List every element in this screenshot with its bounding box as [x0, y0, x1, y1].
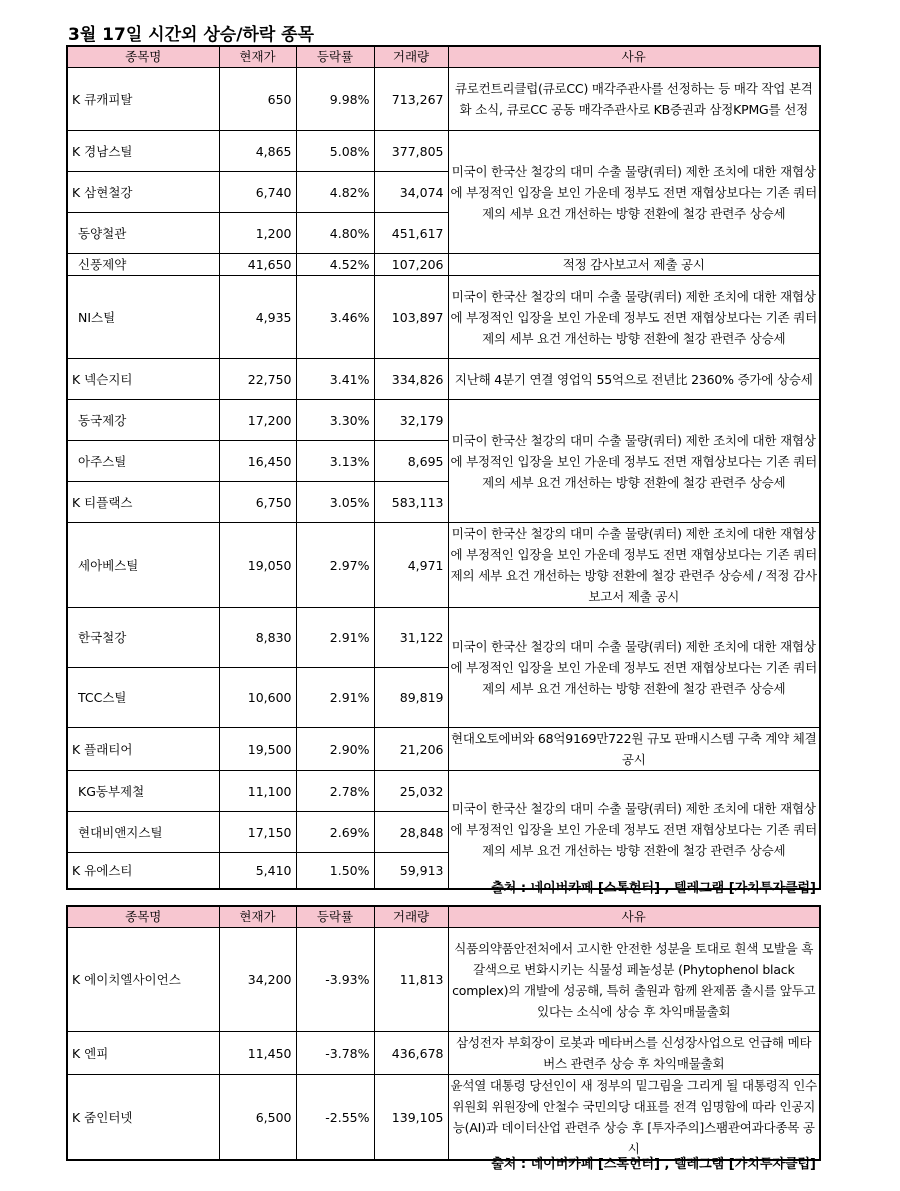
stock-change: 4.80%	[296, 213, 374, 254]
stock-price: 41,650	[219, 254, 296, 276]
stock-price: 650	[219, 68, 296, 131]
table-row	[67, 1032, 820, 1075]
stock-name: K 엔피	[67, 1032, 219, 1075]
stock-change: 9.98%	[296, 68, 374, 131]
table-row	[67, 254, 820, 276]
stock-change: 4.82%	[296, 172, 374, 213]
table-row	[67, 771, 820, 812]
stock-price: 5,410	[219, 853, 296, 889]
stock-reason: 식품의약품안전처에서 고시한 안전한 성분을 토대로 흰색 모발을 흑갈색으로 변화시키는 식물성 페놀성분 (Phytophenol black complex)의 개발에 성공해, 특허 출원과 함께 완제품 출시를 앞두고 있다는 소식에 상승 후 차익매물출회	[448, 928, 820, 1032]
stock-volume: 436,678	[374, 1032, 448, 1075]
stock-volume: 583,113	[374, 482, 448, 523]
stock-volume: 139,105	[374, 1075, 448, 1161]
table-row	[67, 523, 820, 608]
stock-volume: 377,805	[374, 131, 448, 172]
stock-volume: 31,122	[374, 608, 448, 668]
header-change: 등락률	[296, 906, 374, 928]
stock-volume: 89,819	[374, 668, 448, 728]
table-row	[67, 928, 820, 1032]
stock-name: K 유에스티	[67, 853, 219, 889]
stock-name: K 경남스틸	[67, 131, 219, 172]
table-row	[67, 131, 820, 172]
stock-volume: 25,032	[374, 771, 448, 812]
stock-change: -3.78%	[296, 1032, 374, 1075]
header-name: 종목명	[67, 906, 219, 928]
stock-reason: 미국이 한국산 철강의 대미 수출 물량(쿼터) 제한 조치에 대한 재협상에 부정적인 입장을 보인 가운데 정부도 전면 재협상보다는 기존 쿼터제의 세부 요건 개선하는 방향 전환에 철강 관련주 상승세	[448, 276, 820, 359]
stock-reason: 미국이 한국산 철강의 대미 수출 물량(쿼터) 제한 조치에 대한 재협상에 부정적인 입장을 보인 가운데 정부도 전면 재협상보다는 기존 쿼터제의 세부 요건 개선하는 방향 전환에 철강 관련주 상승세	[448, 608, 820, 728]
stock-change: 3.46%	[296, 276, 374, 359]
source-note: 출처 : 네이버카페 [스톡헌터] , 텔레그램 [가치투자클럽]	[491, 881, 816, 896]
stock-volume: 107,206	[374, 254, 448, 276]
stock-reason: 적정 감사보고서 제출 공시	[448, 254, 820, 276]
stock-name: K 에이치엘사이언스	[67, 928, 219, 1032]
stock-name: 동양철관	[67, 213, 219, 254]
stock-change: 2.97%	[296, 523, 374, 608]
header-reason: 사유	[448, 906, 820, 928]
stock-price: 6,740	[219, 172, 296, 213]
stock-change: 1.50%	[296, 853, 374, 889]
stock-price: 19,500	[219, 728, 296, 771]
stock-volume: 21,206	[374, 728, 448, 771]
stock-change: 2.90%	[296, 728, 374, 771]
stock-price: 19,050	[219, 523, 296, 608]
stock-reason: 큐로컨트리클럽(큐로CC) 매각주관사를 선정하는 등 매각 작업 본격화 소식, 큐로CC 공동 매각주관사로 KB증권과 삼정KPMG를 선정	[448, 68, 820, 131]
stock-volume: 334,826	[374, 359, 448, 400]
stock-price: 4,865	[219, 131, 296, 172]
source-note: 출처 : 네이버카페 [스톡헌터] , 텔레그램 [가치투자클럽]	[491, 1157, 816, 1172]
stock-change: -2.55%	[296, 1075, 374, 1161]
stock-change: 5.08%	[296, 131, 374, 172]
stock-name: K 줌인터넷	[67, 1075, 219, 1161]
header-price: 현재가	[219, 906, 296, 928]
stock-name: 세아베스틸	[67, 523, 219, 608]
stock-volume: 34,074	[374, 172, 448, 213]
header-reason: 사유	[448, 46, 820, 68]
table-row	[67, 400, 820, 441]
header-change: 등락률	[296, 46, 374, 68]
stock-price: 34,200	[219, 928, 296, 1032]
stock-change: 3.30%	[296, 400, 374, 441]
stock-name: K 티플랙스	[67, 482, 219, 523]
stock-change: 2.78%	[296, 771, 374, 812]
stock-name: KG동부제철	[67, 771, 219, 812]
stock-price: 22,750	[219, 359, 296, 400]
stock-change: 3.41%	[296, 359, 374, 400]
stock-change: 4.52%	[296, 254, 374, 276]
stock-name: 신풍제약	[67, 254, 219, 276]
stock-volume: 8,695	[374, 441, 448, 482]
stock-name: K 삼현철강	[67, 172, 219, 213]
stock-volume: 451,617	[374, 213, 448, 254]
table-row	[67, 359, 820, 400]
table-row	[67, 608, 820, 668]
stock-reason: 미국이 한국산 철강의 대미 수출 물량(쿼터) 제한 조치에 대한 재협상에 부정적인 입장을 보인 가운데 정부도 전면 재협상보다는 기존 쿼터제의 세부 요건 개선하는 방향 전환에 철강 관련주 상승세	[448, 771, 820, 889]
stock-reason: 윤석열 대통령 당선인이 새 정부의 밑그림을 그리게 될 대통령직 인수위원회 위원장에 안철수 국민의당 대표를 전격 임명함에 따라 인공지능(AI)과 데이터산업 관련주 상승 후 [투자주의]스팸관여과다종목 공시	[448, 1075, 820, 1161]
stock-price: 10,600	[219, 668, 296, 728]
stock-volume: 4,971	[374, 523, 448, 608]
stock-price: 11,100	[219, 771, 296, 812]
stock-change: 3.13%	[296, 441, 374, 482]
stock-name: 한국철강	[67, 608, 219, 668]
stock-volume: 11,813	[374, 928, 448, 1032]
stock-price: 6,500	[219, 1075, 296, 1161]
stock-reason: 현대오토에버와 68억9169만722원 규모 판매시스템 구축 계약 체결 공시	[448, 728, 820, 771]
stock-volume: 713,267	[374, 68, 448, 131]
stock-name: 동국제강	[67, 400, 219, 441]
stock-name: K 큐캐피탈	[67, 68, 219, 131]
stock-price: 8,830	[219, 608, 296, 668]
stock-name: K 플래티어	[67, 728, 219, 771]
stock-price: 16,450	[219, 441, 296, 482]
stock-volume: 103,897	[374, 276, 448, 359]
stock-name: K 넥슨지티	[67, 359, 219, 400]
stock-volume: 59,913	[374, 853, 448, 889]
stock-price: 11,450	[219, 1032, 296, 1075]
table-row	[67, 68, 820, 131]
stock-price: 4,935	[219, 276, 296, 359]
stock-name: 아주스틸	[67, 441, 219, 482]
stock-reason: 미국이 한국산 철강의 대미 수출 물량(쿼터) 제한 조치에 대한 재협상에 부정적인 입장을 보인 가운데 정부도 전면 재협상보다는 기존 쿼터제의 세부 요건 개선하는 방향 전환에 철강 관련주 상승세 / 적정 감사보고서 제출 공시	[448, 523, 820, 608]
stock-volume: 32,179	[374, 400, 448, 441]
stock-change: 2.91%	[296, 608, 374, 668]
stock-reason: 미국이 한국산 철강의 대미 수출 물량(쿼터) 제한 조치에 대한 재협상에 부정적인 입장을 보인 가운데 정부도 전면 재협상보다는 기존 쿼터제의 세부 요건 개선하는 방향 전환에 철강 관련주 상승세	[448, 400, 820, 523]
stock-price: 17,150	[219, 812, 296, 853]
stock-reason: 지난해 4분기 연결 영업익 55억으로 전년比 2360% 증가에 상승세	[448, 359, 820, 400]
page-title: 3월 17일 시간외 상승/하락 종목	[68, 25, 315, 45]
stock-price: 1,200	[219, 213, 296, 254]
stock-price: 6,750	[219, 482, 296, 523]
header-volume: 거래량	[374, 906, 448, 928]
stock-reason: 미국이 한국산 철강의 대미 수출 물량(쿼터) 제한 조치에 대한 재협상에 부정적인 입장을 보인 가운데 정부도 전면 재협상보다는 기존 쿼터제의 세부 요건 개선하는 방향 전환에 철강 관련주 상승세	[448, 131, 820, 254]
stock-change: -3.93%	[296, 928, 374, 1032]
stock-price: 17,200	[219, 400, 296, 441]
stock-name: 현대비앤지스틸	[67, 812, 219, 853]
stock-change: 2.69%	[296, 812, 374, 853]
table-row	[67, 728, 820, 771]
stock-name: TCC스틸	[67, 668, 219, 728]
header-name: 종목명	[67, 46, 219, 68]
header-volume: 거래량	[374, 46, 448, 68]
falling-stocks-table	[66, 905, 821, 1161]
header-price: 현재가	[219, 46, 296, 68]
stock-name: NI스틸	[67, 276, 219, 359]
table-header-row	[67, 906, 820, 928]
stock-volume: 28,848	[374, 812, 448, 853]
table-row	[67, 276, 820, 359]
table-row	[67, 1075, 820, 1161]
stock-change: 3.05%	[296, 482, 374, 523]
rising-stocks-table	[66, 45, 821, 890]
table-header-row	[67, 46, 820, 68]
stock-change: 2.91%	[296, 668, 374, 728]
stock-reason: 삼성전자 부회장이 로봇과 메타버스를 신성장사업으로 언급해 메타버스 관련주 상승 후 차익매물출회	[448, 1032, 820, 1075]
